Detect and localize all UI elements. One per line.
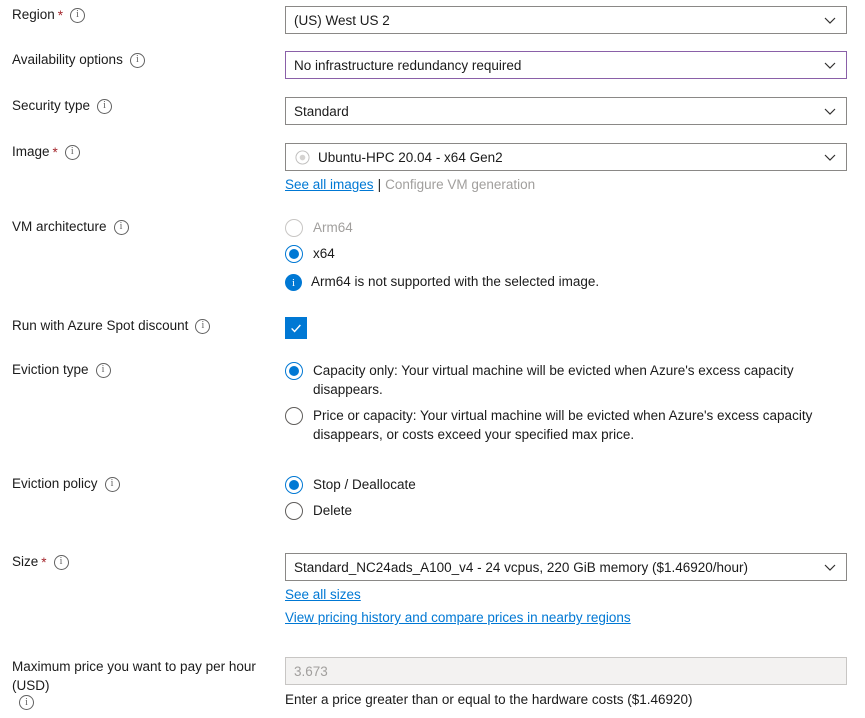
security-type-dropdown[interactable] xyxy=(285,97,847,125)
vm-create-form xyxy=(0,6,865,718)
info-icon-azure-spot[interactable] xyxy=(195,319,210,334)
image-dropdown[interactable] xyxy=(285,143,847,171)
label-availability-options xyxy=(0,51,285,69)
radio-label-capacity-only: Capacity only: Your virtual machine will be evicted when Azure's excess capacity disappears. xyxy=(313,363,794,397)
radio-icon-delete xyxy=(285,502,303,520)
field-azure-spot xyxy=(285,317,865,339)
radio-option-price-or-capacity[interactable] xyxy=(285,406,859,444)
label-eviction-type xyxy=(0,361,285,379)
label-max-price xyxy=(0,657,285,710)
chevron-down-icon xyxy=(822,103,838,119)
link-separator: | xyxy=(377,177,382,192)
availability-options-value: No infrastructure redundancy required xyxy=(294,57,522,73)
field-row-availability-options xyxy=(0,51,865,79)
label-azure-spot xyxy=(0,317,285,335)
field-eviction-policy xyxy=(285,475,865,527)
label-security-type xyxy=(0,97,285,115)
field-row-max-price xyxy=(0,657,865,710)
label-image xyxy=(0,143,285,161)
field-vm-architecture xyxy=(285,218,865,291)
label-eviction-type-text: Eviction type xyxy=(12,362,89,377)
field-size xyxy=(285,553,865,627)
field-row-eviction-type xyxy=(0,361,865,451)
label-azure-spot-text: Run with Azure Spot discount xyxy=(12,318,189,333)
label-region-text: Region xyxy=(12,7,55,22)
chevron-down-icon xyxy=(822,149,838,165)
field-availability-options xyxy=(285,51,865,79)
size-pricing-links xyxy=(285,609,859,627)
field-row-image xyxy=(0,143,865,194)
label-availability-options-text: Availability options xyxy=(12,52,123,67)
field-max-price xyxy=(285,657,865,709)
field-image xyxy=(285,143,865,194)
radio-option-delete[interactable] xyxy=(285,501,859,520)
radio-icon-capacity-only xyxy=(285,362,303,380)
image-value: Ubuntu-HPC 20.04 - x64 Gen2 xyxy=(318,149,503,165)
radio-option-capacity-only[interactable] xyxy=(285,361,859,399)
radio-option-x64[interactable] xyxy=(285,244,859,263)
info-icon-security-type[interactable] xyxy=(97,99,112,114)
field-row-azure-spot xyxy=(0,317,865,339)
info-icon-availability-options[interactable] xyxy=(130,53,145,68)
label-security-type-text: Security type xyxy=(12,98,91,113)
region-value: (US) West US 2 xyxy=(294,12,390,28)
security-type-value: Standard xyxy=(294,103,349,119)
info-filled-icon: i xyxy=(285,274,302,291)
field-row-region xyxy=(0,6,865,34)
required-asterisk-size: * xyxy=(41,554,47,570)
label-vm-architecture xyxy=(0,218,285,236)
label-size-text: Size xyxy=(12,554,39,569)
field-security-type xyxy=(285,97,865,125)
field-eviction-type xyxy=(285,361,865,451)
radio-label-stop-deallocate: Stop / Deallocate xyxy=(313,477,416,492)
image-links xyxy=(285,176,859,194)
configure-vm-generation-link[interactable]: Configure VM generation xyxy=(385,177,536,192)
radio-icon-price-or-capacity xyxy=(285,407,303,425)
info-icon-max-price[interactable] xyxy=(19,695,34,710)
vm-architecture-note xyxy=(285,273,859,291)
size-value: Standard_NC24ads_A100_v4 - 24 vcpus, 220 GiB memory ($1.46920/hour) xyxy=(294,559,749,575)
label-size xyxy=(0,553,285,571)
radio-label-price-or-capacity: Price or capacity: Your virtual machine will be evicted when Azure's excess capacity disappears, or costs exceed your specified max price. xyxy=(313,408,813,442)
field-row-eviction-policy xyxy=(0,475,865,527)
radio-icon-x64 xyxy=(285,245,303,263)
info-icon-eviction-type[interactable] xyxy=(96,363,111,378)
label-image-text: Image xyxy=(12,144,50,159)
label-vm-architecture-text: VM architecture xyxy=(12,219,107,234)
field-region xyxy=(285,6,865,34)
azure-spot-checkbox[interactable] xyxy=(285,317,307,339)
field-row-vm-architecture xyxy=(0,218,865,291)
size-links xyxy=(285,586,859,604)
field-row-security-type xyxy=(0,97,865,125)
radio-label-x64: x64 xyxy=(313,246,335,261)
availability-options-dropdown[interactable] xyxy=(285,51,847,79)
see-all-sizes-link[interactable]: See all sizes xyxy=(285,587,361,602)
region-dropdown[interactable] xyxy=(285,6,847,34)
radio-option-arm64[interactable] xyxy=(285,218,859,237)
info-icon-image[interactable] xyxy=(65,145,80,160)
max-price-helper-text: Enter a price greater than or equal to the hardware costs ($1.46920) xyxy=(285,692,693,707)
radio-label-arm64: Arm64 xyxy=(313,220,353,235)
size-dropdown[interactable] xyxy=(285,553,847,581)
info-icon-region[interactable] xyxy=(70,8,85,23)
see-all-images-link[interactable]: See all images xyxy=(285,177,374,192)
chevron-down-icon xyxy=(822,57,838,73)
max-price-input-wrapper[interactable] xyxy=(285,657,847,685)
vm-architecture-note-text: Arm64 is not supported with the selected image. xyxy=(311,274,600,289)
radio-icon-stop-deallocate xyxy=(285,476,303,494)
max-price-placeholder: 3.673 xyxy=(294,663,328,679)
pricing-history-link[interactable]: View pricing history and compare prices in nearby regions xyxy=(285,610,631,625)
radio-option-stop-deallocate[interactable] xyxy=(285,475,859,494)
label-eviction-policy-text: Eviction policy xyxy=(12,476,98,491)
image-thumbnail-icon xyxy=(294,149,311,166)
chevron-down-icon xyxy=(822,12,838,28)
label-max-price-text: Maximum price you want to pay per hour (USD) xyxy=(12,659,256,693)
info-icon-size[interactable] xyxy=(54,555,69,570)
radio-label-delete: Delete xyxy=(313,503,353,518)
label-eviction-policy xyxy=(0,475,285,493)
required-asterisk-image: * xyxy=(52,144,58,160)
label-region xyxy=(0,6,285,24)
field-row-size xyxy=(0,553,865,627)
radio-icon-arm64 xyxy=(285,219,303,237)
info-icon-eviction-policy[interactable] xyxy=(105,477,120,492)
required-asterisk-region: * xyxy=(57,7,64,23)
chevron-down-icon xyxy=(822,559,838,575)
info-icon-vm-architecture[interactable] xyxy=(114,220,129,235)
